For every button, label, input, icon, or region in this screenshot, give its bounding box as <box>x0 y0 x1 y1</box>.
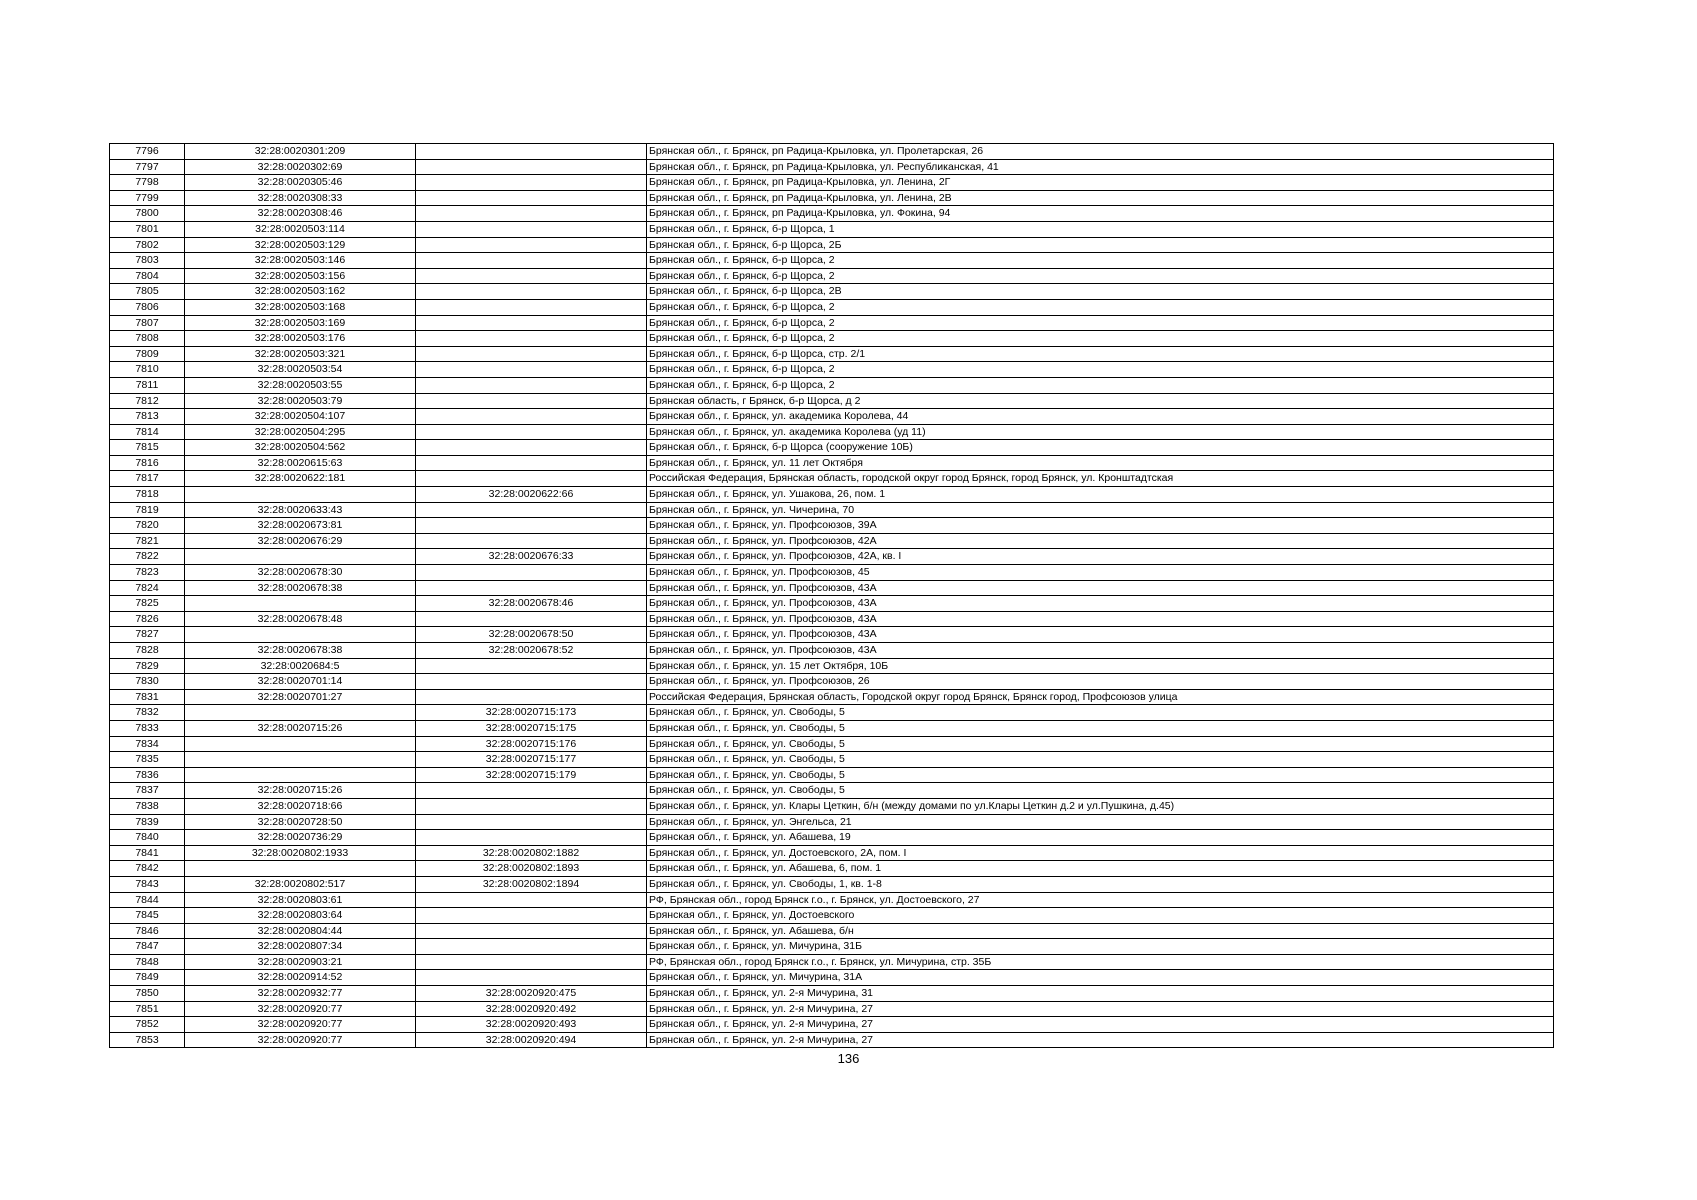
cadastral-number-cell: 32:28:0020678:30 <box>185 565 416 581</box>
page-number: 136 <box>837 1051 860 1066</box>
table-row <box>110 362 1554 378</box>
table-row <box>110 159 1554 175</box>
row-number-cell: 7817 <box>110 471 185 487</box>
cadastral-number-cell <box>185 752 416 768</box>
address-cell: Брянская обл., г. Брянск, рп Радица-Крыловка, ул. Ленина, 2Г <box>647 175 1554 191</box>
cadastral-number-cell <box>185 861 416 877</box>
cadastral-number-cell <box>185 627 416 643</box>
related-cadastral-number-cell: 32:28:0020715:175 <box>416 720 647 736</box>
address-cell: Брянская обл., г. Брянск, б-р Щорса, 2 <box>647 377 1554 393</box>
table-row <box>110 986 1554 1002</box>
related-cadastral-number-cell <box>416 440 647 456</box>
table-row <box>110 892 1554 908</box>
table-row <box>110 596 1554 612</box>
row-number-cell: 7835 <box>110 752 185 768</box>
address-cell: Брянская область, г Брянск, б-р Щорса, д 2 <box>647 393 1554 409</box>
registry-table-body <box>110 144 1554 1048</box>
cadastral-number-cell: 32:28:0020802:517 <box>185 876 416 892</box>
row-number-cell: 7799 <box>110 190 185 206</box>
address-cell: Брянская обл., г. Брянск, ул. Мичурина, 31А <box>647 970 1554 986</box>
cadastral-number-cell: 32:28:0020920:77 <box>185 1001 416 1017</box>
row-number-cell: 7836 <box>110 767 185 783</box>
table-row <box>110 908 1554 924</box>
table-row <box>110 643 1554 659</box>
cadastral-number-cell: 32:28:0020503:176 <box>185 331 416 347</box>
table-row <box>110 720 1554 736</box>
row-number-cell: 7827 <box>110 627 185 643</box>
cadastral-number-cell: 32:28:0020305:46 <box>185 175 416 191</box>
related-cadastral-number-cell <box>416 393 647 409</box>
row-number-cell: 7846 <box>110 923 185 939</box>
cadastral-number-cell: 32:28:0020903:21 <box>185 954 416 970</box>
row-number-cell: 7832 <box>110 705 185 721</box>
row-number-cell: 7848 <box>110 954 185 970</box>
table-row <box>110 627 1554 643</box>
address-cell: РФ, Брянская обл., город Брянск г.о., г. Брянск, ул. Мичурина, стр. 35Б <box>647 954 1554 970</box>
row-number-cell: 7811 <box>110 377 185 393</box>
table-row <box>110 237 1554 253</box>
related-cadastral-number-cell <box>416 611 647 627</box>
table-row <box>110 190 1554 206</box>
address-cell: Брянская обл., г. Брянск, ул. Достоевского <box>647 908 1554 924</box>
related-cadastral-number-cell <box>416 190 647 206</box>
related-cadastral-number-cell <box>416 798 647 814</box>
related-cadastral-number-cell: 32:28:0020920:494 <box>416 1032 647 1048</box>
table-row <box>110 502 1554 518</box>
table-row <box>110 268 1554 284</box>
related-cadastral-number-cell <box>416 674 647 690</box>
table-row <box>110 206 1554 222</box>
related-cadastral-number-cell <box>416 175 647 191</box>
related-cadastral-number-cell <box>416 954 647 970</box>
cadastral-number-cell: 32:28:0020715:26 <box>185 720 416 736</box>
registry-table <box>109 143 1554 1048</box>
related-cadastral-number-cell <box>416 502 647 518</box>
table-row <box>110 830 1554 846</box>
address-cell: Брянская обл., г. Брянск, ул. Чичерина, 70 <box>647 502 1554 518</box>
row-number-cell: 7818 <box>110 487 185 503</box>
row-number-cell: 7840 <box>110 830 185 846</box>
table-row <box>110 377 1554 393</box>
related-cadastral-number-cell <box>416 409 647 425</box>
cadastral-number-cell: 32:28:0020503:79 <box>185 393 416 409</box>
related-cadastral-number-cell <box>416 814 647 830</box>
table-row <box>110 144 1554 160</box>
address-cell: Брянская обл., г. Брянск, ул. Абашева, б/н <box>647 923 1554 939</box>
related-cadastral-number-cell <box>416 159 647 175</box>
row-number-cell: 7849 <box>110 970 185 986</box>
table-row <box>110 331 1554 347</box>
cadastral-number-cell: 32:28:0020308:46 <box>185 206 416 222</box>
address-cell: Брянская обл., г. Брянск, б-р Щорса, 2 <box>647 253 1554 269</box>
table-row <box>110 409 1554 425</box>
cadastral-number-cell: 32:28:0020807:34 <box>185 939 416 955</box>
address-cell: Брянская обл., г. Брянск, ул. Профсоюзов, 45 <box>647 565 1554 581</box>
row-number-cell: 7824 <box>110 580 185 596</box>
row-number-cell: 7806 <box>110 299 185 315</box>
row-number-cell: 7816 <box>110 455 185 471</box>
row-number-cell: 7851 <box>110 1001 185 1017</box>
cadastral-number-cell: 32:28:0020503:54 <box>185 362 416 378</box>
related-cadastral-number-cell <box>416 377 647 393</box>
address-cell: Брянская обл., г. Брянск, рп Радица-Крыловка, ул. Фокина, 94 <box>647 206 1554 222</box>
address-cell: Брянская обл., г. Брянск, рп Радица-Крыловка, ул. Республиканская, 41 <box>647 159 1554 175</box>
address-cell: Брянская обл., г. Брянск, ул. Профсоюзов, 26 <box>647 674 1554 690</box>
cadastral-number-cell: 32:28:0020504:562 <box>185 440 416 456</box>
related-cadastral-number-cell: 32:28:0020715:177 <box>416 752 647 768</box>
address-cell: Брянская обл., г. Брянск, ул. Свободы, 5 <box>647 783 1554 799</box>
cadastral-number-cell: 32:28:0020622:181 <box>185 471 416 487</box>
related-cadastral-number-cell <box>416 299 647 315</box>
related-cadastral-number-cell <box>416 424 647 440</box>
cadastral-number-cell <box>185 549 416 565</box>
related-cadastral-number-cell <box>416 284 647 300</box>
row-number-cell: 7842 <box>110 861 185 877</box>
row-number-cell: 7844 <box>110 892 185 908</box>
row-number-cell: 7797 <box>110 159 185 175</box>
address-cell: Брянская обл., г. Брянск, б-р Щорса, 2 <box>647 315 1554 331</box>
cadastral-number-cell: 32:28:0020633:43 <box>185 502 416 518</box>
address-cell: Брянская обл., г. Брянск, ул. Свободы, 5 <box>647 736 1554 752</box>
cadastral-number-cell: 32:28:0020308:33 <box>185 190 416 206</box>
address-cell: Брянская обл., г. Брянск, б-р Щорса, 2Б <box>647 237 1554 253</box>
row-number-cell: 7828 <box>110 643 185 659</box>
table-row <box>110 689 1554 705</box>
related-cadastral-number-cell <box>416 315 647 331</box>
cadastral-number-cell <box>185 705 416 721</box>
address-cell: Брянская обл., г. Брянск, б-р Щорса, 2 <box>647 362 1554 378</box>
cadastral-number-cell: 32:28:0020684:5 <box>185 658 416 674</box>
related-cadastral-number-cell <box>416 471 647 487</box>
address-cell: Брянская обл., г. Брянск, ул. 15 лет Октября, 10Б <box>647 658 1554 674</box>
address-cell: Брянская обл., г. Брянск, ул. академика Королева, 44 <box>647 409 1554 425</box>
cadastral-number-cell: 32:28:0020920:77 <box>185 1017 416 1033</box>
table-row <box>110 565 1554 581</box>
row-number-cell: 7812 <box>110 393 185 409</box>
address-cell: Брянская обл., г. Брянск, б-р Щорса, стр. 2/1 <box>647 346 1554 362</box>
row-number-cell: 7831 <box>110 689 185 705</box>
row-number-cell: 7852 <box>110 1017 185 1033</box>
table-row <box>110 455 1554 471</box>
row-number-cell: 7853 <box>110 1032 185 1048</box>
cadastral-number-cell: 32:28:0020678:38 <box>185 580 416 596</box>
related-cadastral-number-cell: 32:28:0020715:173 <box>416 705 647 721</box>
table-row <box>110 518 1554 534</box>
address-cell: Брянская обл., г. Брянск, ул. 2-я Мичурина, 31 <box>647 986 1554 1002</box>
table-row <box>110 549 1554 565</box>
cadastral-number-cell: 32:28:0020503:146 <box>185 253 416 269</box>
related-cadastral-number-cell <box>416 331 647 347</box>
related-cadastral-number-cell <box>416 830 647 846</box>
address-cell: Брянская обл., г. Брянск, ул. академика Королева (уд 11) <box>647 424 1554 440</box>
address-cell: Брянская обл., г. Брянск, ул. Ушакова, 26, пом. 1 <box>647 487 1554 503</box>
related-cadastral-number-cell: 32:28:0020920:475 <box>416 986 647 1002</box>
row-number-cell: 7830 <box>110 674 185 690</box>
address-cell: Брянская обл., г. Брянск, ул. Свободы, 5 <box>647 705 1554 721</box>
table-row <box>110 253 1554 269</box>
table-row <box>110 1032 1554 1048</box>
address-cell: Брянская обл., г. Брянск, ул. Свободы, 5 <box>647 767 1554 783</box>
related-cadastral-number-cell <box>416 518 647 534</box>
row-number-cell: 7841 <box>110 845 185 861</box>
related-cadastral-number-cell: 32:28:0020678:52 <box>416 643 647 659</box>
table-row <box>110 284 1554 300</box>
table-row <box>110 533 1554 549</box>
row-number-cell: 7801 <box>110 221 185 237</box>
address-cell: Брянская обл., г. Брянск, ул. Профсоюзов, 39А <box>647 518 1554 534</box>
address-cell: Брянская обл., г. Брянск, б-р Щорса, 2 <box>647 268 1554 284</box>
related-cadastral-number-cell <box>416 268 647 284</box>
cadastral-number-cell: 32:28:0020736:29 <box>185 830 416 846</box>
row-number-cell: 7807 <box>110 315 185 331</box>
address-cell: Брянская обл., г. Брянск, ул. Свободы, 1, кв. 1-8 <box>647 876 1554 892</box>
address-cell: Брянская обл., г. Брянск, ул. Абашева, 19 <box>647 830 1554 846</box>
cadastral-number-cell: 32:28:0020504:295 <box>185 424 416 440</box>
related-cadastral-number-cell <box>416 923 647 939</box>
address-cell: Брянская обл., г. Брянск, рп Радица-Крыловка, ул. Ленина, 2В <box>647 190 1554 206</box>
row-number-cell: 7823 <box>110 565 185 581</box>
related-cadastral-number-cell <box>416 253 647 269</box>
table-row <box>110 876 1554 892</box>
address-cell: Брянская обл., г. Брянск, ул. Свободы, 5 <box>647 752 1554 768</box>
cadastral-number-cell: 32:28:0020678:48 <box>185 611 416 627</box>
address-cell: Брянская обл., г. Брянск, ул. Профсоюзов, 42А <box>647 533 1554 549</box>
row-number-cell: 7834 <box>110 736 185 752</box>
related-cadastral-number-cell <box>416 533 647 549</box>
address-cell: Брянская обл., г. Брянск, ул. Профсоюзов, 42А, кв. I <box>647 549 1554 565</box>
cadastral-number-cell: 32:28:0020673:81 <box>185 518 416 534</box>
table-row <box>110 814 1554 830</box>
related-cadastral-number-cell: 32:28:0020802:1882 <box>416 845 647 861</box>
address-cell: Брянская обл., г. Брянск, ул. 11 лет Октября <box>647 455 1554 471</box>
row-number-cell: 7796 <box>110 144 185 160</box>
related-cadastral-number-cell <box>416 206 647 222</box>
cadastral-number-cell <box>185 736 416 752</box>
row-number-cell: 7813 <box>110 409 185 425</box>
row-number-cell: 7826 <box>110 611 185 627</box>
table-row <box>110 487 1554 503</box>
cadastral-number-cell: 32:28:0020678:38 <box>185 643 416 659</box>
address-cell: Брянская обл., г. Брянск, рп Радица-Крыловка, ул. Пролетарская, 26 <box>647 144 1554 160</box>
row-number-cell: 7810 <box>110 362 185 378</box>
cadastral-number-cell: 32:28:0020715:26 <box>185 783 416 799</box>
related-cadastral-number-cell: 32:28:0020678:50 <box>416 627 647 643</box>
cadastral-number-cell: 32:28:0020503:55 <box>185 377 416 393</box>
related-cadastral-number-cell: 32:28:0020802:1894 <box>416 876 647 892</box>
cadastral-number-cell: 32:28:0020504:107 <box>185 409 416 425</box>
row-number-cell: 7829 <box>110 658 185 674</box>
row-number-cell: 7802 <box>110 237 185 253</box>
related-cadastral-number-cell <box>416 221 647 237</box>
row-number-cell: 7803 <box>110 253 185 269</box>
table-row <box>110 939 1554 955</box>
table-row <box>110 767 1554 783</box>
row-number-cell: 7847 <box>110 939 185 955</box>
table-row <box>110 752 1554 768</box>
table-row <box>110 705 1554 721</box>
cadastral-number-cell: 32:28:0020302:69 <box>185 159 416 175</box>
table-row <box>110 845 1554 861</box>
cadastral-number-cell: 32:28:0020503:321 <box>185 346 416 362</box>
row-number-cell: 7838 <box>110 798 185 814</box>
related-cadastral-number-cell <box>416 783 647 799</box>
row-number-cell: 7825 <box>110 596 185 612</box>
related-cadastral-number-cell: 32:28:0020802:1893 <box>416 861 647 877</box>
cadastral-number-cell: 32:28:0020503:169 <box>185 315 416 331</box>
table-row <box>110 736 1554 752</box>
related-cadastral-number-cell <box>416 144 647 160</box>
row-number-cell: 7809 <box>110 346 185 362</box>
related-cadastral-number-cell <box>416 565 647 581</box>
cadastral-number-cell <box>185 767 416 783</box>
row-number-cell: 7845 <box>110 908 185 924</box>
address-cell: Брянская обл., г. Брянск, ул. Энгельса, 21 <box>647 814 1554 830</box>
address-cell: Брянская обл., г. Брянск, б-р Щорса (сооружение 10Б) <box>647 440 1554 456</box>
cadastral-number-cell: 32:28:0020803:61 <box>185 892 416 908</box>
row-number-cell: 7843 <box>110 876 185 892</box>
cadastral-number-cell: 32:28:0020803:64 <box>185 908 416 924</box>
table-row <box>110 783 1554 799</box>
related-cadastral-number-cell: 32:28:0020678:46 <box>416 596 647 612</box>
row-number-cell: 7820 <box>110 518 185 534</box>
address-cell: Российская Федерация, Брянская область, Городской округ город Брянск, Брянск город, Профсоюзов улица <box>647 689 1554 705</box>
address-cell: Брянская обл., г. Брянск, б-р Щорса, 2 <box>647 299 1554 315</box>
table-row <box>110 175 1554 191</box>
related-cadastral-number-cell: 32:28:0020622:66 <box>416 487 647 503</box>
table-row <box>110 674 1554 690</box>
table-row <box>110 393 1554 409</box>
address-cell: Российская Федерация, Брянская область, городской округ город Брянск, город Брянск, ул. Кронштадтская <box>647 471 1554 487</box>
related-cadastral-number-cell <box>416 892 647 908</box>
address-cell: Брянская обл., г. Брянск, ул. Профсоюзов, 43А <box>647 611 1554 627</box>
row-number-cell: 7839 <box>110 814 185 830</box>
cadastral-number-cell: 32:28:0020503:129 <box>185 237 416 253</box>
row-number-cell: 7822 <box>110 549 185 565</box>
row-number-cell: 7819 <box>110 502 185 518</box>
related-cadastral-number-cell: 32:28:0020676:33 <box>416 549 647 565</box>
address-cell: Брянская обл., г. Брянск, ул. 2-я Мичурина, 27 <box>647 1032 1554 1048</box>
cadastral-number-cell <box>185 487 416 503</box>
table-row <box>110 424 1554 440</box>
address-cell: Брянская обл., г. Брянск, ул. Достоевского, 2А, пом. I <box>647 845 1554 861</box>
table-row <box>110 861 1554 877</box>
cadastral-number-cell: 32:28:0020932:77 <box>185 986 416 1002</box>
cadastral-number-cell: 32:28:0020615:63 <box>185 455 416 471</box>
row-number-cell: 7850 <box>110 986 185 1002</box>
address-cell: Брянская обл., г. Брянск, б-р Щорса, 2 <box>647 331 1554 347</box>
related-cadastral-number-cell <box>416 939 647 955</box>
address-cell: Брянская обл., г. Брянск, ул. Клары Цеткин, б/н (между домами по ул.Клары Цеткин д.2 и ул.Пушкина, д.45) <box>647 798 1554 814</box>
related-cadastral-number-cell: 32:28:0020715:176 <box>416 736 647 752</box>
table-row <box>110 923 1554 939</box>
row-number-cell: 7798 <box>110 175 185 191</box>
row-number-cell: 7821 <box>110 533 185 549</box>
address-cell: Брянская обл., г. Брянск, ул. Абашева, 6, пом. 1 <box>647 861 1554 877</box>
table-row <box>110 440 1554 456</box>
related-cadastral-number-cell <box>416 658 647 674</box>
cadastral-number-cell: 32:28:0020301:209 <box>185 144 416 160</box>
cadastral-number-cell: 32:28:0020728:50 <box>185 814 416 830</box>
table-row <box>110 471 1554 487</box>
table-row <box>110 954 1554 970</box>
address-cell: Брянская обл., г. Брянск, ул. Свободы, 5 <box>647 720 1554 736</box>
cadastral-number-cell: 32:28:0020701:14 <box>185 674 416 690</box>
related-cadastral-number-cell <box>416 237 647 253</box>
cadastral-number-cell: 32:28:0020503:162 <box>185 284 416 300</box>
cadastral-number-cell: 32:28:0020920:77 <box>185 1032 416 1048</box>
address-cell: РФ, Брянская обл., город Брянск г.о., г. Брянск, ул. Достоевского, 27 <box>647 892 1554 908</box>
row-number-cell: 7814 <box>110 424 185 440</box>
row-number-cell: 7837 <box>110 783 185 799</box>
table-row <box>110 299 1554 315</box>
table-row <box>110 658 1554 674</box>
table-row <box>110 315 1554 331</box>
related-cadastral-number-cell: 32:28:0020715:179 <box>416 767 647 783</box>
related-cadastral-number-cell <box>416 346 647 362</box>
cadastral-number-cell: 32:28:0020802:1933 <box>185 845 416 861</box>
related-cadastral-number-cell <box>416 689 647 705</box>
cadastral-number-cell: 32:28:0020676:29 <box>185 533 416 549</box>
address-cell: Брянская обл., г. Брянск, ул. Профсоюзов, 43А <box>647 643 1554 659</box>
address-cell: Брянская обл., г. Брянск, ул. 2-я Мичурина, 27 <box>647 1017 1554 1033</box>
address-cell: Брянская обл., г. Брянск, б-р Щорса, 2В <box>647 284 1554 300</box>
table-row <box>110 970 1554 986</box>
cadastral-number-cell <box>185 596 416 612</box>
address-cell: Брянская обл., г. Брянск, ул. Профсоюзов, 43А <box>647 627 1554 643</box>
table-row <box>110 346 1554 362</box>
cadastral-number-cell: 32:28:0020804:44 <box>185 923 416 939</box>
cadastral-number-cell: 32:28:0020701:27 <box>185 689 416 705</box>
table-row <box>110 1017 1554 1033</box>
table-row <box>110 798 1554 814</box>
row-number-cell: 7805 <box>110 284 185 300</box>
row-number-cell: 7815 <box>110 440 185 456</box>
cadastral-number-cell: 32:28:0020718:66 <box>185 798 416 814</box>
row-number-cell: 7808 <box>110 331 185 347</box>
address-cell: Брянская обл., г. Брянск, ул. Профсоюзов, 43А <box>647 596 1554 612</box>
related-cadastral-number-cell <box>416 455 647 471</box>
related-cadastral-number-cell <box>416 908 647 924</box>
related-cadastral-number-cell <box>416 580 647 596</box>
address-cell: Брянская обл., г. Брянск, ул. 2-я Мичурина, 27 <box>647 1001 1554 1017</box>
related-cadastral-number-cell <box>416 362 647 378</box>
table-row <box>110 611 1554 627</box>
related-cadastral-number-cell: 32:28:0020920:492 <box>416 1001 647 1017</box>
cadastral-number-cell: 32:28:0020914:52 <box>185 970 416 986</box>
address-cell: Брянская обл., г. Брянск, ул. Мичурина, 31Б <box>647 939 1554 955</box>
related-cadastral-number-cell <box>416 970 647 986</box>
table-row <box>110 580 1554 596</box>
address-cell: Брянская обл., г. Брянск, б-р Щорса, 1 <box>647 221 1554 237</box>
cadastral-number-cell: 32:28:0020503:156 <box>185 268 416 284</box>
address-cell: Брянская обл., г. Брянск, ул. Профсоюзов, 43А <box>647 580 1554 596</box>
row-number-cell: 7800 <box>110 206 185 222</box>
cadastral-number-cell: 32:28:0020503:168 <box>185 299 416 315</box>
row-number-cell: 7833 <box>110 720 185 736</box>
table-row <box>110 221 1554 237</box>
related-cadastral-number-cell: 32:28:0020920:493 <box>416 1017 647 1033</box>
row-number-cell: 7804 <box>110 268 185 284</box>
table-row <box>110 1001 1554 1017</box>
cadastral-number-cell: 32:28:0020503:114 <box>185 221 416 237</box>
